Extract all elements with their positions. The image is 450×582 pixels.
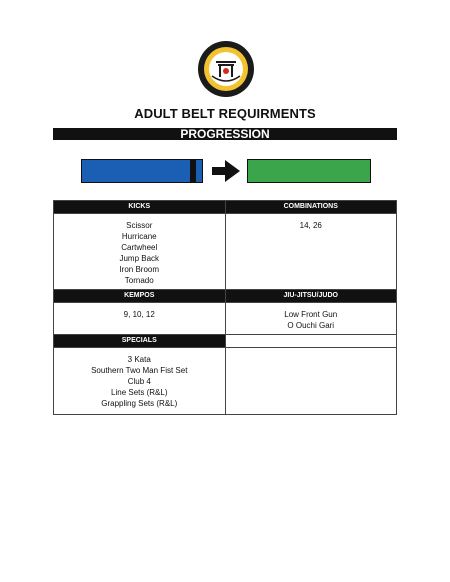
kempos-cell: [54, 303, 226, 335]
list-item: Club 4: [127, 377, 151, 386]
combinations-list: [226, 214, 397, 231]
list-item: Scissor: [126, 221, 153, 230]
kicks-list: [54, 214, 225, 286]
list-item: Tornado: [124, 276, 154, 285]
dojo-emblem-icon: [197, 40, 255, 98]
current-belt-blue: [81, 159, 203, 183]
jiujitsu-header: JIU-JITSU/JUDO: [225, 290, 397, 303]
specials-header: SPECIALS: [54, 335, 226, 348]
list-item: O Ouchi Gari: [287, 321, 335, 330]
list-item: Low Front Gun: [284, 310, 338, 319]
list-item: Iron Broom: [119, 265, 160, 274]
combinations-cell: [225, 214, 397, 290]
list-item: Hurricane: [121, 232, 157, 241]
combinations-header: COMBINATIONS: [225, 201, 397, 214]
list-item: Cartwheel: [121, 243, 158, 252]
list-item: 3 Kata: [127, 355, 151, 364]
list-item: 9, 10, 12: [123, 310, 155, 319]
progression-header: PROGRESSION: [53, 128, 397, 140]
jiujitsu-cell: [225, 303, 397, 335]
kempos-header: KEMPOS: [54, 290, 226, 303]
kempos-list: [54, 303, 225, 320]
next-belt-green: [247, 159, 371, 183]
jiujitsu-list: [226, 303, 397, 331]
requirements-table: [53, 200, 397, 415]
empty-header: [225, 335, 397, 348]
list-item: Southern Two Man Fist Set: [91, 366, 188, 375]
belt-stripe: [190, 160, 196, 182]
list-item: 14, 26: [299, 221, 322, 230]
list-item: Grappling Sets (R&L): [101, 399, 178, 408]
list-item: Line Sets (R&L): [111, 388, 168, 397]
specials-list: [54, 348, 225, 409]
empty-cell: [225, 348, 397, 415]
arrow-right-icon: [212, 160, 240, 182]
page-title: ADULT BELT REQUIRMENTS: [134, 106, 316, 121]
kicks-cell: [54, 214, 226, 290]
kicks-header: KICKS: [54, 201, 226, 214]
specials-cell: [54, 348, 226, 415]
list-item: Jump Back: [119, 254, 160, 263]
